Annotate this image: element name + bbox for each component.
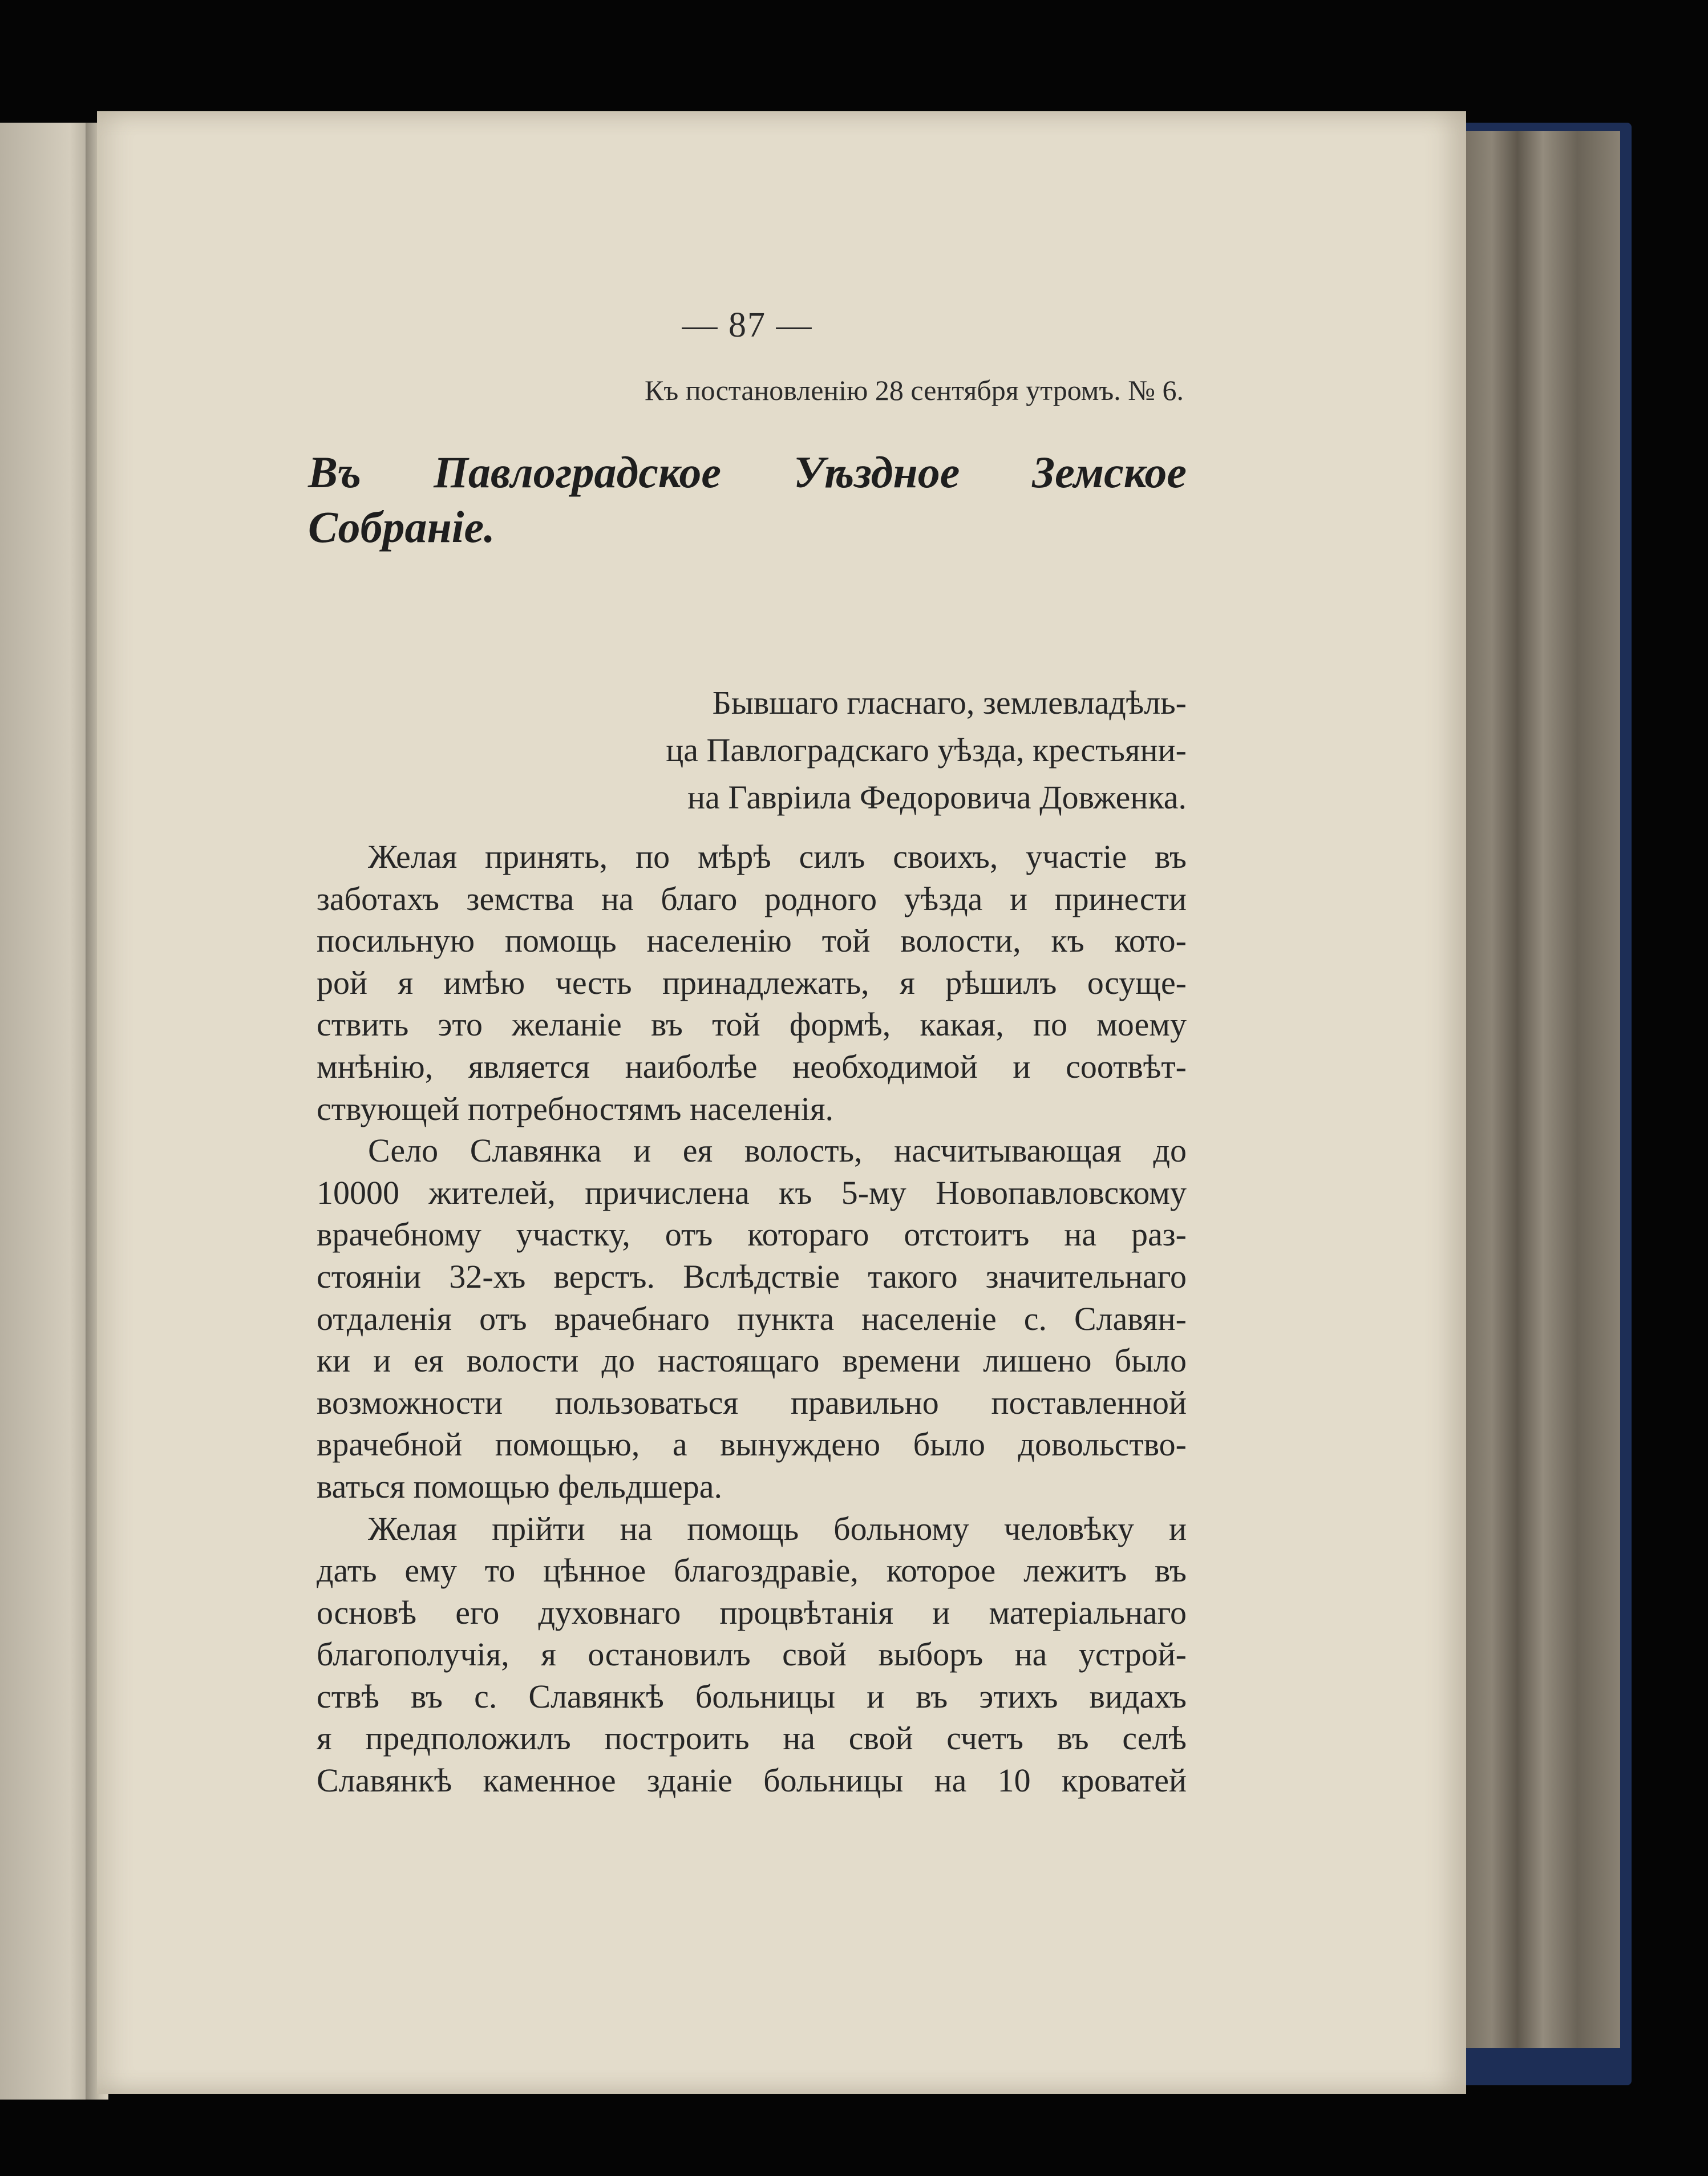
reference-note: Къ постановленію 28 сентября утромъ. № 6. <box>645 374 1184 406</box>
page-edges <box>1449 131 1620 2048</box>
signature-line: на Гавріила Федоровича Довженка. <box>687 779 1187 816</box>
paragraph <box>317 1130 1187 1507</box>
paragraph <box>317 836 1187 1130</box>
text-line: врачебной помощью, а вынуждено было довольство- <box>317 1426 1187 1463</box>
text-line: ваться помощью фельдшера. <box>317 1467 723 1505</box>
body-text <box>317 836 1187 1802</box>
text-line: ки и ея волости до настоящаго времени лишено было <box>317 1342 1187 1380</box>
text-line: 10000 жителей, причислена къ 5-му Новопавловскому <box>317 1174 1187 1211</box>
text-line: дать ему то цѣнное благоздравіе, которое лежитъ въ <box>317 1552 1187 1589</box>
text-line: Село Славянка и ея волость, насчитывающая до <box>368 1132 1187 1170</box>
left-page <box>0 123 100 2100</box>
page-number: — 87 — <box>682 306 813 345</box>
text-line: я предположилъ построить на свой счетъ въ селѣ <box>317 1720 1187 1757</box>
text-line: рой я имѣю честь принадлежать, я рѣшилъ осуще- <box>317 964 1187 1001</box>
text-line: Желая прійти на помощь больному человѣку и <box>368 1510 1187 1547</box>
paragraph <box>317 1508 1187 1802</box>
text-line: возможности пользоваться правильно поставленной <box>317 1384 1187 1421</box>
signature-block <box>582 679 1187 821</box>
text-line: ствить это желаніе въ той формѣ, какая, по моему <box>317 1006 1187 1043</box>
text-line: отдаленія отъ врачебнаго пункта населеніе с. Славян- <box>317 1300 1187 1337</box>
document-heading: Въ Павлоградское Уѣздное Земское Собраніе. <box>308 447 1187 552</box>
text-line: ствѣ въ с. Славянкѣ больницы и въ этихъ видахъ <box>317 1677 1187 1715</box>
text-line: благополучія, я остановилъ свой выборъ на устрой- <box>317 1636 1187 1673</box>
text-line: стояніи 32-хъ верстъ. Вслѣдствіе такого значительнаго <box>317 1257 1187 1295</box>
text-line: Желая принять, по мѣрѣ силъ своихъ, участіе въ <box>368 838 1187 875</box>
text-line: основѣ его духовнаго процвѣтанія и матеріальнаго <box>317 1593 1187 1631</box>
signature-line: Бывшаго гласнаго, землевладѣль- <box>712 684 1187 721</box>
text-line: врачебному участку, отъ котораго отстоитъ на раз- <box>317 1216 1187 1253</box>
text-line: заботахъ земства на благо родного уѣзда и принести <box>317 880 1187 917</box>
text-line: ствующей потребностямъ населенія. <box>317 1090 834 1127</box>
text-line: Славянкѣ каменное зданіе больницы на 10 кроватей <box>317 1762 1187 1799</box>
signature-line: ца Павлоградскаго уѣзда, крестьяни- <box>666 731 1187 769</box>
text-line: мнѣнію, является наиболѣе необходимой и соотвѣт- <box>317 1047 1187 1085</box>
text-line: посильную помощь населенію той волости, къ кото- <box>317 922 1187 960</box>
